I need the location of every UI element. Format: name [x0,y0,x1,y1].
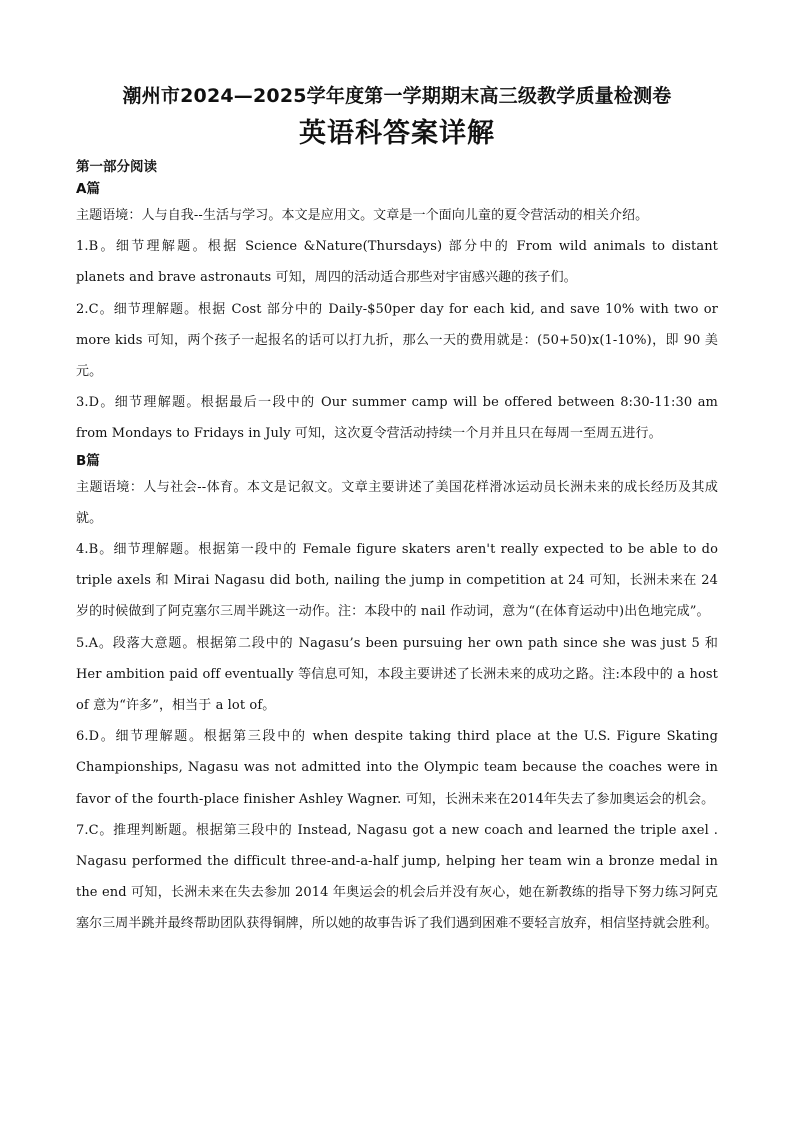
section-a [76,178,718,450]
document-title: 潮州市2024—2025学年度第一学期期末高三级教学质量检测卷 [122,85,672,107]
answer-document [76,82,718,940]
theme-paragraph: 主题语境：人与社会--体育。本文是记叙文。文章主要讲述了美国花样滑冰运动员长洲未来的成长经历及其成就。 [76,479,718,526]
answer-paragraph: 4.B。细节理解题。根据第一段中的 Female figure skaters aren't really expected to be able to do triple axels 和 Mirai Nagasu did both, nailing the jump in competition at 24 可知，长洲未来在 24 岁的时候做到了阿克塞尔三周半跳这一动作。注：本段中的 nail 作动词，意为“(在体育运动中)出色地完成”。 [76,542,718,620]
section-b [76,450,718,940]
answer-paragraph: 7.C。推理判断题。根据第三段中的 Instead, Nagasu got a new coach and learned the triple axel . Nagasu performed the difficult three-and-a-half jump, helping her team win a bronze medal in the end 可知，长洲未来在失去参加 2014 年奥运会的机会后并没有灰心，她在新教练的指导下努力练习阿克塞尔三周半跳并最终帮助团队获得铜牌，所以她的故事告诉了我们遇到困难不要轻言放弃，相信坚持就会胜利。 [76,822,718,932]
document-subtitle: 英语科答案详解 [299,118,495,149]
section-heading: B篇 [76,452,100,469]
answer-paragraph: 6.D。细节理解题。根据第三段中的 when despite taking third place at the U.S. Figure Skating Championships, Nagasu was not admitted into the Olympic team because the coaches were in favor of the fourth-place finisher Ashley Wagner. 可知，长洲未来在2014年失去了参加奥运会的机会。 [76,729,718,807]
theme-paragraph: 主题语境：人与自我--生活与学习。本文是应用文。文章是一个面向儿童的夏令营活动的相关介绍。 [76,208,649,223]
part-heading: 第一部分阅读 [76,159,157,175]
answer-paragraph: 2.C。细节理解题。根据 Cost 部分中的 Daily-$50per day for each kid, and save 10% with two or more kids 可知，两个孩子一起报名的话可以打九折，那么一天的费用就是：(50+50)x(1-10%)，即 90 美元。 [76,301,718,380]
answer-paragraph: 1.B。细节理解题。根据 Science &Nature(Thursdays) 部分中的 From wild animals to distant planets and brave astronauts 可知，周四的活动适合那些对宇宙感兴趣的孩子们。 [76,239,718,286]
answer-paragraph: 5.A。段落大意题。根据第二段中的 Nagasu’s been pursuing her own path since she was just 5 和 Her ambition paid off eventually 等信息可知，本段主要讲述了长洲未来的成功之路。注:本段中的 a host of 意为“许多”，相当于 a lot of。 [76,635,718,714]
section-heading: A篇 [76,181,100,197]
answer-paragraph: 3.D。细节理解题。根据最后一段中的 Our summer camp will be offered between 8:30-11:30 am from Mondays to Fridays in July 可知，这次夏令营活动持续一个月并且只在每周一至周五进行。 [76,395,718,442]
